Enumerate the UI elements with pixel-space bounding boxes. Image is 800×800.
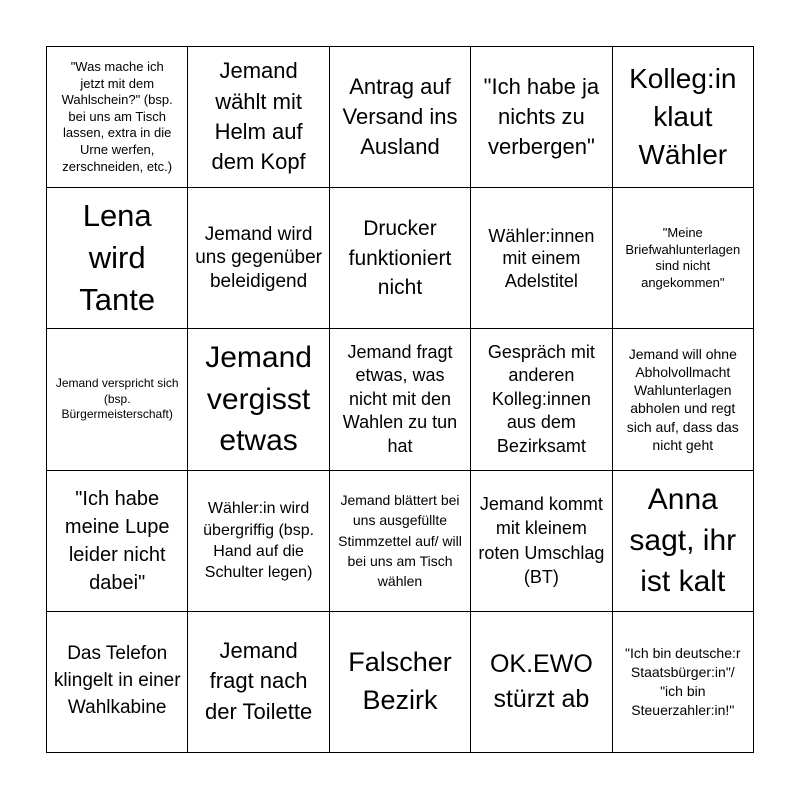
- cell-text: Jemand wird uns gegenüber beleidigend: [195, 223, 322, 293]
- cell-text: Lena wird Tante: [79, 198, 156, 318]
- bingo-cell-r5c3[interactable]: [330, 612, 471, 753]
- cell-text: Anna sagt, ihr ist kalt: [629, 482, 737, 599]
- cell-text: Wähler:in wird übergriffig (bsp. Hand auf die Schulter legen): [203, 500, 315, 581]
- cell-text: "Ich bin deutsche:r Staatsbürger:in"/ "ich bin Steuerzahler:in!": [625, 644, 741, 718]
- bingo-cell-r2c5[interactable]: [613, 188, 754, 329]
- cell-text: Jemand fragt etwas, was nicht mit den Wahlen zu tun hat: [342, 342, 458, 456]
- bingo-cell-r3c2[interactable]: [188, 329, 329, 470]
- bingo-cell-r2c2[interactable]: [188, 188, 329, 329]
- bingo-cell-r2c1[interactable]: [47, 188, 188, 329]
- bingo-cell-r1c5[interactable]: [613, 47, 754, 188]
- bingo-cell-r4c3[interactable]: [330, 471, 471, 612]
- bingo-cell-r3c4[interactable]: [471, 329, 612, 470]
- bingo-cell-r1c4[interactable]: [471, 47, 612, 188]
- cell-text: Jemand wählt mit Helm auf dem Kopf: [211, 58, 306, 175]
- cell-text: "Ich habe ja nichts zu verbergen": [483, 73, 600, 160]
- cell-text: Jemand fragt nach der Toilette: [204, 637, 313, 725]
- bingo-cell-r1c2[interactable]: [188, 47, 329, 188]
- cell-text: Das Telefon klingelt in einer Wahlkabine: [53, 643, 181, 719]
- bingo-cell-r3c3[interactable]: [330, 329, 471, 470]
- bingo-cell-r4c2[interactable]: [188, 471, 329, 612]
- cell-text: Antrag auf Versand ins Ausland: [342, 73, 458, 160]
- bingo-cell-r4c4[interactable]: [471, 471, 612, 612]
- cell-text: "Meine Briefwahlunterlagen sind nicht angekommen": [625, 225, 741, 290]
- cell-text: Kolleg:in klaut Wähler: [629, 63, 737, 170]
- bingo-cell-r1c3[interactable]: [330, 47, 471, 188]
- bingo-board: [46, 46, 754, 753]
- cell-text: "Was mache ich jetzt mit dem Wahlschein?" (bsp. bei uns am Tisch lassen, extra in die Urne werfen, zerschneiden, etc.): [61, 58, 173, 174]
- bingo-cell-r2c4[interactable]: [471, 188, 612, 329]
- bingo-cell-r4c5[interactable]: [613, 471, 754, 612]
- cell-text: OK.EWO stürzt ab: [489, 649, 593, 713]
- bingo-cell-r5c2[interactable]: [188, 612, 329, 753]
- bingo-cell-r3c5[interactable]: [613, 329, 754, 470]
- bingo-cell-r5c5[interactable]: [613, 612, 754, 753]
- bingo-cell-r5c1[interactable]: [47, 612, 188, 753]
- cell-text: Gespräch mit anderen Kolleg:innen aus dem Bezirksamt: [487, 342, 595, 456]
- bingo-cell-r2c3[interactable]: [330, 188, 471, 329]
- cell-text: Wähler:innen mit einem Adelstitel: [488, 225, 595, 291]
- cell-text: Jemand blättert bei uns ausgefüllte Stimmzettel auf/ will bei uns am Tisch wählen: [338, 491, 462, 590]
- bingo-cell-r4c1[interactable]: [47, 471, 188, 612]
- cell-text: Drucker funktioniert nicht: [348, 217, 452, 299]
- bingo-cell-r5c4[interactable]: [471, 612, 612, 753]
- bingo-cell-r1c1[interactable]: [47, 47, 188, 188]
- bingo-cell-r3c1[interactable]: [47, 329, 188, 470]
- cell-text: "Ich habe meine Lupe leider nicht dabei": [64, 487, 170, 594]
- cell-text: Jemand verspricht sich (bsp. Bürgermeisterschaft): [55, 376, 179, 422]
- cell-text: Jemand kommt mit kleinem roten Umschlag (BT): [478, 493, 605, 588]
- cell-text: Jemand vergisst etwas: [205, 341, 312, 458]
- cell-text: Falscher Bezirk: [348, 647, 452, 715]
- cell-text: Jemand will ohne Abholvollmacht Wahlunterlagen abholen und regt sich auf, dass das nicht geht: [626, 345, 739, 453]
